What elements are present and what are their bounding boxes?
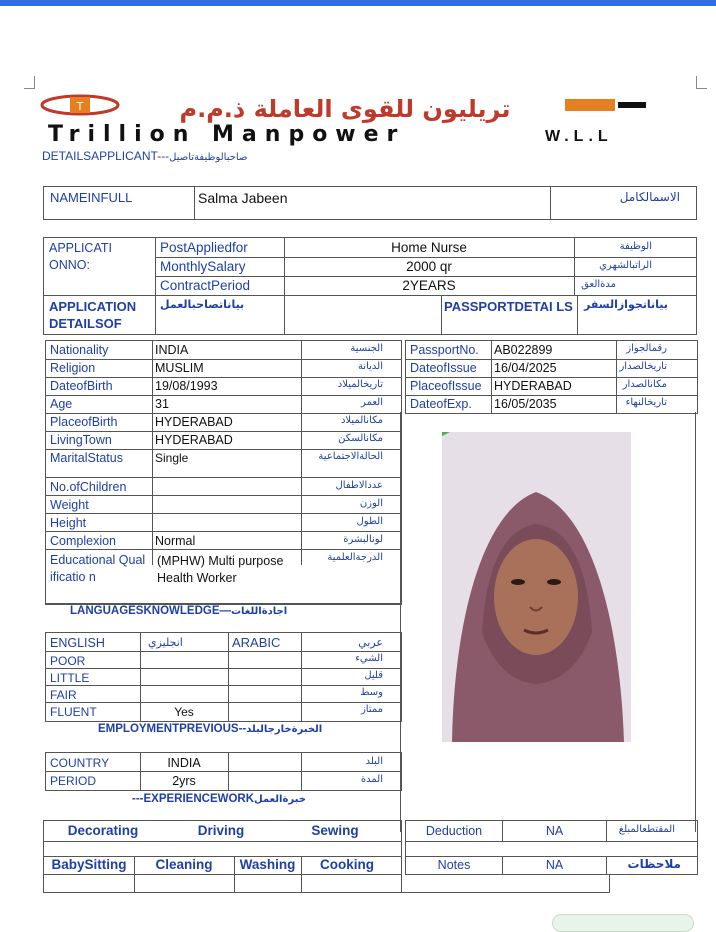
- dob-ar: تاريخالميلاد: [337, 379, 383, 390]
- issue-place-label: PlaceofIssue: [410, 379, 482, 393]
- age-label: Age: [50, 397, 73, 411]
- deduction-ar: المقتطعالمبلغ: [618, 824, 675, 835]
- nationality-value: INDIA: [155, 343, 189, 357]
- experience-title-en: ---EXPERIENCEWORK: [132, 793, 255, 805]
- religion-value: MUSLIM: [155, 361, 204, 375]
- pob-value: HYDERABAD: [155, 415, 233, 429]
- salary-label: MonthlySalary: [160, 259, 246, 274]
- expiry-value: 16/05/2035: [494, 397, 557, 411]
- application-details-ar: بياناتصاحبالعمل: [160, 298, 245, 311]
- company-name-english: Trillion Manpower: [48, 122, 406, 147]
- age-ar: العمر: [361, 397, 383, 408]
- age-value: 31: [155, 397, 169, 411]
- salary-label-ar: الراتبالشهري: [599, 260, 652, 271]
- religion-label: Religion: [50, 361, 96, 375]
- marital-status-value: Single: [155, 451, 189, 465]
- education-value: (MPHW) Multi purpose Health Worker: [157, 554, 284, 585]
- living-town-label: LivingTown: [50, 433, 112, 447]
- little-label: LITTLE: [50, 671, 90, 685]
- section-title-ar: صاحبالوظيفةتاصيل: [169, 152, 248, 163]
- experience-cleaning: Cleaning: [155, 857, 213, 872]
- section-title-applicant-details: [42, 149, 247, 163]
- deduction-value: NA: [545, 824, 564, 838]
- weight-ar: الوزن: [359, 498, 383, 509]
- living-town-ar: مكانالسكن: [338, 433, 383, 444]
- experience-babysitting: BabySitting: [51, 857, 127, 872]
- deduction-spacer: [405, 839, 698, 857]
- employment-title: [98, 723, 322, 735]
- crop-mark: [24, 76, 35, 89]
- passport-details-table: [405, 340, 698, 414]
- dob-label: DateofBirth: [50, 379, 113, 393]
- experience-row-2: [43, 856, 402, 875]
- notes-ar: ملاحظات: [627, 857, 681, 871]
- pob-ar: مكانالميلاد: [340, 415, 383, 426]
- fair-ar: وسط: [360, 687, 383, 698]
- country-value: INDIA: [167, 756, 201, 770]
- expiry-label: DateofExp.: [410, 397, 472, 411]
- company-suffix: W.L.L: [545, 128, 613, 145]
- period-ar: المدة: [360, 774, 383, 785]
- arabic-header: ARABIC: [232, 635, 281, 650]
- children-label: No.ofChildren: [50, 480, 127, 494]
- country-ar: البلد: [365, 756, 383, 767]
- name-value: Salma Jabeen: [198, 190, 288, 206]
- poor-label: POOR: [50, 654, 86, 668]
- languages-title-en: LANGUAGESKNOWLEDGE—: [70, 605, 231, 617]
- experience-driving: Driving: [197, 823, 245, 838]
- contract-value: 2YEARS: [402, 278, 456, 293]
- pob-label: PlaceofBirth: [50, 415, 118, 429]
- issue-date-ar: تاريخالصدار: [619, 361, 667, 372]
- nationality-ar: الجنسية: [350, 343, 383, 354]
- employment-title-ar: الخبرةخارجالبلد: [246, 724, 323, 735]
- experience-title: [132, 793, 306, 805]
- application-details-label: APPLICATION DETAILSOF: [49, 299, 137, 331]
- english-header-ar: انجليزي: [148, 636, 183, 649]
- salary-value: 2000 qr: [406, 259, 452, 274]
- country-label: COUNTRY: [50, 756, 110, 770]
- company-name-arabic: تريليون للقوى العاملة ذ.م.م: [179, 95, 511, 123]
- name-box: [43, 186, 697, 220]
- company-logo-right: [560, 96, 650, 116]
- fluent-english-value: Yes: [174, 705, 194, 719]
- notes-label: Notes: [437, 858, 471, 872]
- arabic-header-ar: عربي: [358, 636, 383, 649]
- weight-label: Weight: [50, 498, 89, 512]
- little-ar: قليل: [364, 670, 383, 681]
- applicant-photo: [442, 432, 631, 742]
- contract-label: ContractPeriod: [160, 278, 251, 293]
- marital-status-label: MaritalStatus: [50, 451, 123, 465]
- passport-details-ar: بياناتجوازالسفر: [584, 298, 668, 311]
- period-label: PERIOD: [50, 774, 97, 788]
- height-ar: الطول: [356, 516, 383, 527]
- issue-date-value: 16/04/2025: [494, 361, 557, 375]
- floating-action-button[interactable]: [552, 914, 694, 932]
- experience-title-ar: خبرةالعمل: [254, 794, 306, 805]
- contract-label-ar: مدةالعق: [581, 279, 616, 290]
- application-no-label: APPLICATI ONNO:: [49, 241, 112, 272]
- issue-place-value: HYDERABAD: [494, 379, 572, 393]
- passport-no-value: AB022899: [494, 343, 553, 357]
- languages-title: [70, 605, 287, 617]
- experience-cooking: Cooking: [320, 857, 374, 872]
- employment-title-en: EMPLOYMENTPREVIOUS--: [98, 723, 247, 735]
- notes-row: [405, 856, 698, 875]
- religion-ar: الديانة: [357, 361, 383, 372]
- fluent-label: FLUENT: [50, 705, 97, 719]
- period-value: 2yrs: [172, 774, 196, 788]
- education-label: Educational Qualificatio n: [50, 553, 146, 584]
- marital-status-ar: الحالةالاجتماعية: [318, 451, 383, 462]
- fluent-ar: ممتاز: [360, 704, 383, 715]
- post-label-ar: الوظيفة: [619, 241, 652, 252]
- section-title-en: DETAILSAPPLICANT---: [42, 149, 170, 163]
- personal-details-table: [45, 340, 402, 617]
- issue-place-ar: مكانالصدار: [622, 379, 667, 390]
- right-column-border: [695, 412, 696, 832]
- post-value: Home Nurse: [391, 240, 467, 255]
- languages-title-ar: اجادةاللغات: [231, 606, 288, 617]
- name-label: NAMEINFULL: [50, 190, 133, 205]
- experience-row-2-values: [43, 874, 610, 893]
- experience-washing: Washing: [239, 857, 296, 872]
- name-label-ar: الاسمالكامل: [619, 190, 680, 204]
- notes-value: NA: [545, 858, 564, 872]
- deduction-label: Deduction: [425, 824, 483, 838]
- expiry-ar: تاريخالنهاء: [625, 397, 667, 408]
- languages-table: [45, 632, 402, 722]
- top-accent-bar: [0, 0, 716, 6]
- complexion-value: Normal: [155, 534, 196, 548]
- experience-sewing: Sewing: [311, 823, 359, 838]
- application-box: [43, 237, 697, 335]
- experience-decorating: Decorating: [67, 823, 139, 838]
- experience-row-1-values: [43, 839, 402, 857]
- education-ar: الدرجةالعلمية: [327, 552, 383, 563]
- complexion-label: Complexion: [50, 534, 117, 548]
- living-town-value: HYDERABAD: [155, 433, 233, 447]
- employment-table: [45, 752, 402, 791]
- company-logo-emblem: [40, 94, 120, 116]
- passport-details-label: PASSPORTDETAI LS: [444, 299, 573, 314]
- crop-mark: [696, 76, 707, 89]
- issue-date-label: DateofIssue: [410, 361, 477, 375]
- fair-label: FAIR: [50, 688, 77, 702]
- post-label: PostAppliedfor: [160, 240, 248, 255]
- svg-text:T: T: [76, 100, 84, 113]
- english-header: ENGLISH: [50, 636, 105, 650]
- dob-value: 19/08/1993: [155, 379, 218, 393]
- children-ar: عددالاطفال: [335, 480, 383, 491]
- poor-ar: الشيء: [355, 653, 383, 664]
- complexion-ar: لونالبشرة: [343, 534, 383, 545]
- height-label: Height: [50, 516, 87, 530]
- passport-no-ar: رقمالجواز: [626, 343, 667, 354]
- passport-no-label: PassportNo.: [410, 343, 479, 357]
- nationality-label: Nationality: [50, 343, 109, 357]
